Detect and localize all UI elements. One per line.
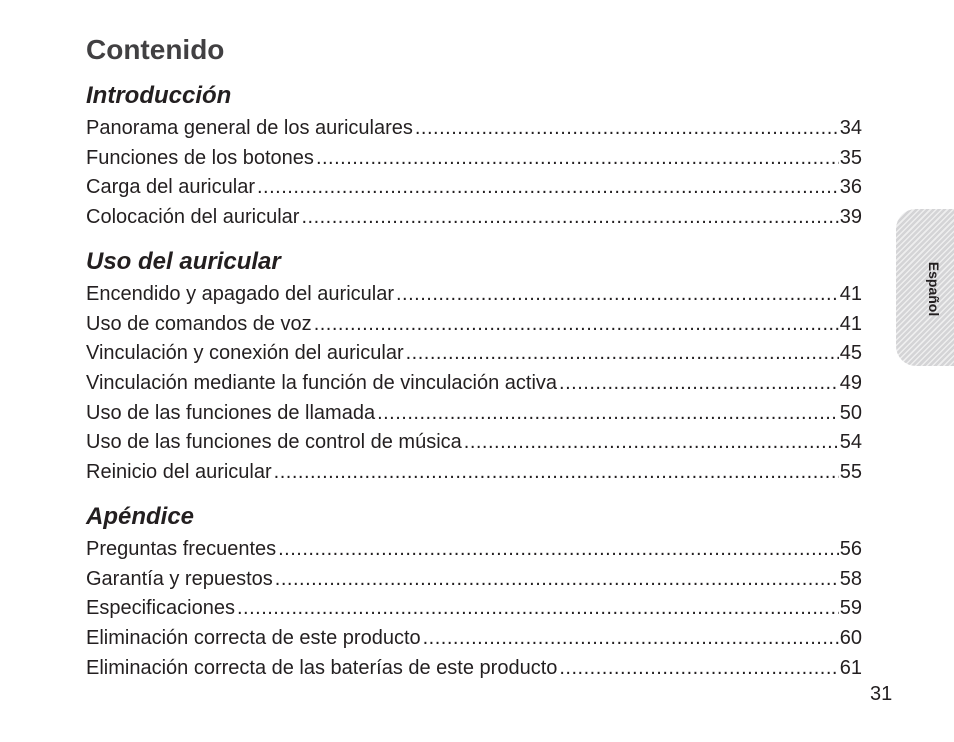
toc-entry-page: 60: [839, 627, 862, 650]
toc-entry[interactable]: [86, 339, 862, 369]
toc-list: [86, 535, 862, 683]
toc-entry[interactable]: [86, 369, 862, 399]
dot-leader: [464, 428, 839, 458]
toc-entry[interactable]: [86, 173, 862, 203]
toc-entry-page: 36: [839, 176, 862, 199]
toc-entry-page: 58: [839, 567, 862, 590]
toc-entry-page: 39: [839, 206, 862, 229]
toc-entry-label: Colocación del auricular: [86, 206, 300, 229]
toc-entry[interactable]: [86, 203, 862, 233]
dot-leader: [423, 624, 839, 654]
toc-entry[interactable]: [86, 458, 862, 488]
toc-entry-page: 50: [839, 401, 862, 424]
toc-entry[interactable]: [86, 144, 862, 174]
toc-entry-page: 45: [839, 342, 862, 365]
toc-entry[interactable]: [86, 565, 862, 595]
toc-entry-label: Eliminación correcta de las baterías de este producto: [86, 656, 558, 679]
section-heading: Apéndice: [86, 503, 195, 530]
toc-entry[interactable]: [86, 280, 862, 310]
toc-entry-label: Eliminación correcta de este producto: [86, 627, 421, 650]
dot-leader: [301, 203, 838, 233]
dot-leader: [377, 399, 839, 429]
toc-entry-label: Garantía y repuestos: [86, 567, 273, 590]
toc-entry-page: 41: [839, 283, 862, 305]
toc-entry-label: Uso de comandos de voz: [86, 312, 312, 335]
dot-leader: [278, 535, 839, 565]
dot-leader: [237, 594, 839, 624]
toc-entry[interactable]: [86, 114, 862, 144]
dot-leader: [415, 114, 839, 144]
dot-leader: [559, 369, 839, 399]
toc-list: [86, 280, 862, 488]
section-heading: Introducción: [86, 82, 232, 109]
toc-entry-page: 49: [839, 372, 862, 395]
dot-leader: [396, 280, 839, 310]
page-title: Contenido: [86, 34, 225, 65]
language-tab-label: Español: [926, 261, 942, 317]
toc-entry[interactable]: [86, 654, 862, 684]
toc-entry-label: Vinculación y conexión del auricular: [86, 342, 404, 365]
toc-entry-page: 35: [839, 146, 862, 169]
section-uso-del-auricular: [86, 246, 862, 488]
toc-entry[interactable]: [86, 535, 862, 565]
toc-entry-page: 55: [839, 461, 862, 484]
toc-entry[interactable]: [86, 310, 862, 340]
section-heading: Uso del auricular: [86, 248, 281, 275]
toc-entry[interactable]: [86, 624, 862, 654]
toc-entry-label: Reinicio del auricular: [86, 461, 272, 484]
dot-leader: [314, 310, 839, 340]
section-introduccion: [86, 80, 862, 233]
toc-list: [86, 114, 862, 233]
dot-leader: [274, 458, 839, 488]
toc-entry-page: 34: [839, 117, 862, 139]
toc-entry-page: 41: [839, 312, 862, 335]
toc-entry-label: Panorama general de los auriculares: [86, 117, 413, 139]
toc-entry-label: Uso de las funciones de llamada: [86, 401, 376, 424]
toc-entry-page: 61: [839, 656, 862, 679]
toc-entry-page: 59: [839, 597, 862, 620]
section-apendice: [86, 501, 862, 683]
toc-entry-label: Encendido y apagado del auricular: [86, 283, 394, 305]
dot-leader: [559, 654, 838, 684]
dot-leader: [257, 173, 839, 203]
toc-entry[interactable]: [86, 594, 862, 624]
toc-entry-page: 56: [839, 538, 862, 560]
dot-leader: [275, 565, 839, 595]
toc-entry-label: Funciones de los botones: [86, 146, 314, 169]
toc-entry-label: Uso de las funciones de control de música: [86, 431, 462, 454]
dot-leader: [406, 339, 839, 369]
toc-entry[interactable]: [86, 399, 862, 429]
page-number: 31: [870, 683, 893, 705]
toc-entry-page: 54: [839, 431, 862, 454]
toc-entry-label: Carga del auricular: [86, 176, 255, 199]
language-tab: [896, 209, 954, 366]
toc-entry[interactable]: [86, 428, 862, 458]
toc-entry-label: Preguntas frecuentes: [86, 538, 277, 560]
dot-leader: [316, 144, 839, 174]
toc-entry-label: Vinculación mediante la función de vinculación activa: [86, 372, 558, 395]
toc-entry-label: Especificaciones: [86, 597, 235, 620]
